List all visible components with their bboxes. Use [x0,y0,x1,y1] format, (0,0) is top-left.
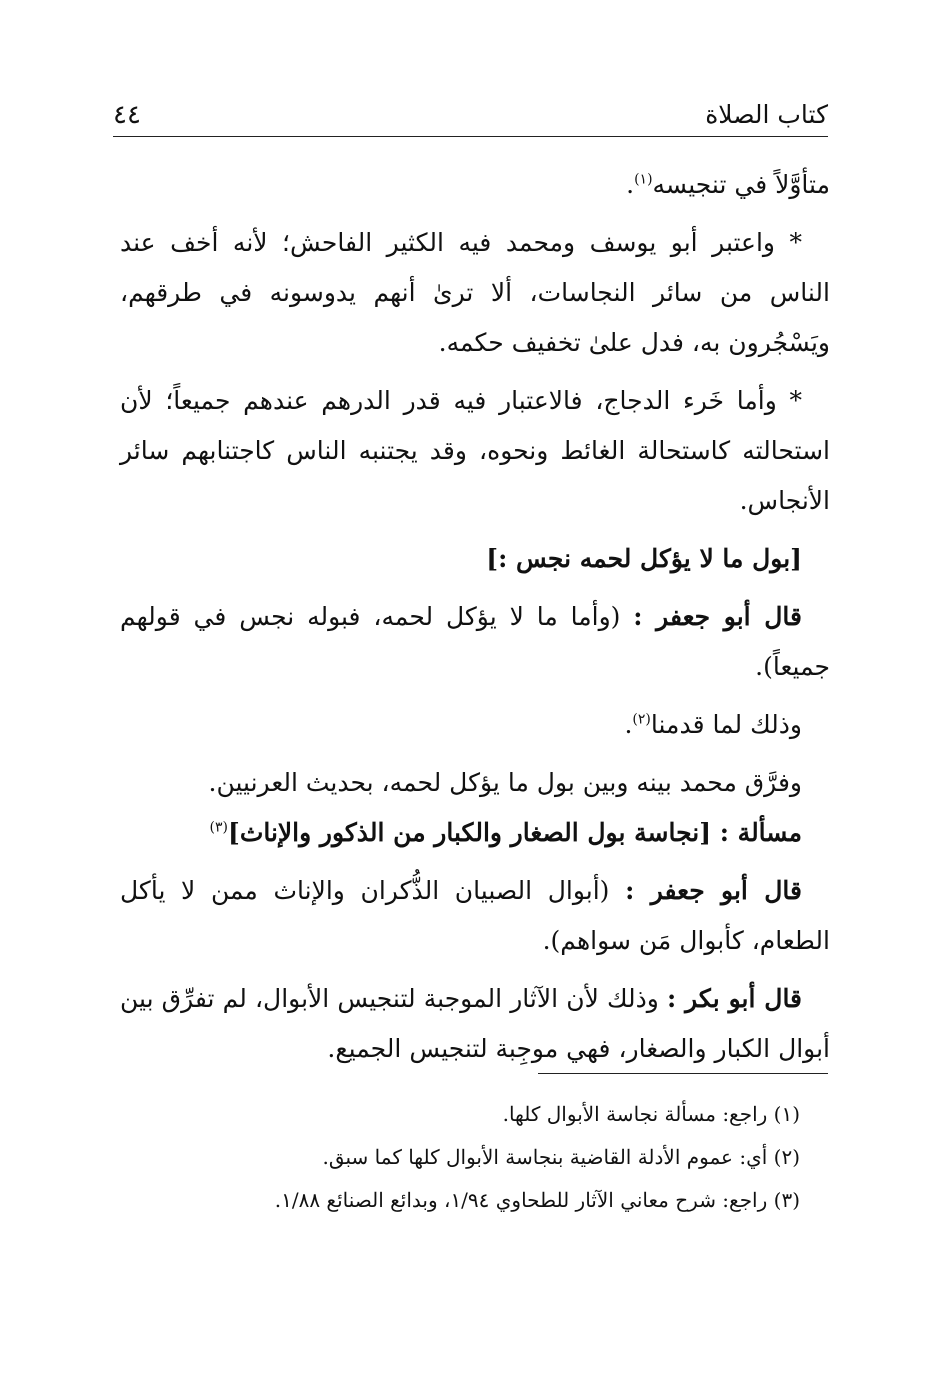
footnote-separator [538,1073,828,1074]
quote-abu-jafar-2 [120,866,830,966]
quote-abu-bakr [120,974,830,1074]
paragraph-uraniyyin: وفرَّق محمد بينه وبين بول ما يؤكل لحمه، بحديث العرنيين. [208,768,802,797]
footnote-ref-3: (٣) [209,819,228,836]
paragraph-abu-yusuf: * واعتبر أبو يوسف ومحمد فيه الكثير الفاحش؛ لأنه أخف عند الناس من سائر النجاسات، ألا ترىٰ أنهم يدوسونه في طرقهم، ويَسْجُرون به، فدل علىٰ تخفيف حكمه. [120,228,830,357]
section-heading-text: [بول ما لا يؤكل لحمه نجس :] [486,544,802,573]
paragraph-text: وذلك لما قدمنا [650,710,802,739]
section-heading [120,534,830,584]
issue-heading [120,808,830,858]
footnotes [140,1093,800,1222]
paragraph-chicken-droppings: * وأما خَرء الدجاج، فالاعتبار فيه قدر الدرهم عندهم جميعاً؛ لأن استحالته كاستحالة الغائط ونحوه، وقد يجتنبه الناس كاجتنابهم سائر الأنجاس. [120,386,830,515]
paragraph-tail: . [624,710,633,739]
footnote-1: (١) راجع: مسألة نجاسة الأبوال كلها. [502,1102,800,1126]
speaker-label: قال أبو جعفر : [633,602,802,631]
running-header [113,96,828,137]
footnote-3: (٣) راجع: شرح معاني الآثار للطحاوي ١/٩٤، وبدائع الصنائع ١/٨٨. [274,1188,800,1212]
chapter-title: كتاب الصلاة [705,100,828,129]
main-text [120,160,830,1074]
footnote-ref-2: (٢) [632,711,651,728]
paragraph-tail: . [626,170,635,199]
speaker-label: قال أبو جعفر : [625,876,802,905]
quote-text: (وأما ما لا يؤكل لحمه، فبوله نجس في قولهم جميعاً). [120,602,830,681]
speaker-label: قال أبو بكر : [667,984,803,1013]
paragraph-continuation [120,160,830,210]
paragraph-as-mentioned [120,700,830,750]
footnote-2: (٢) أي: عموم الأدلة القاضية بنجاسة الأبوال كلها كما سبق. [322,1145,800,1169]
paragraph-text: متأوَّلاً في تنجيسه [652,170,830,199]
issue-title: [نجاسة بول الصغار والكبار من الذكور والإناث] [227,818,720,847]
quote-abu-jafar-1 [120,592,830,692]
page-number: ٤٤ [113,100,141,130]
quote-text: وذلك لأن الآثار الموجبة لتنجيس الأبوال، لم تفرِّق بين أبوال الكبار والصغار، فهي موجِبة لتنجيس الجميع. [120,984,830,1063]
footnote-ref-1: (١) [634,171,653,188]
quote-text: (أبوال الصبيان الذُّكران والإناث ممن لا يأكل الطعام، كأبوال مَن سواهم). [120,876,830,955]
issue-label: مسألة : [719,818,802,847]
